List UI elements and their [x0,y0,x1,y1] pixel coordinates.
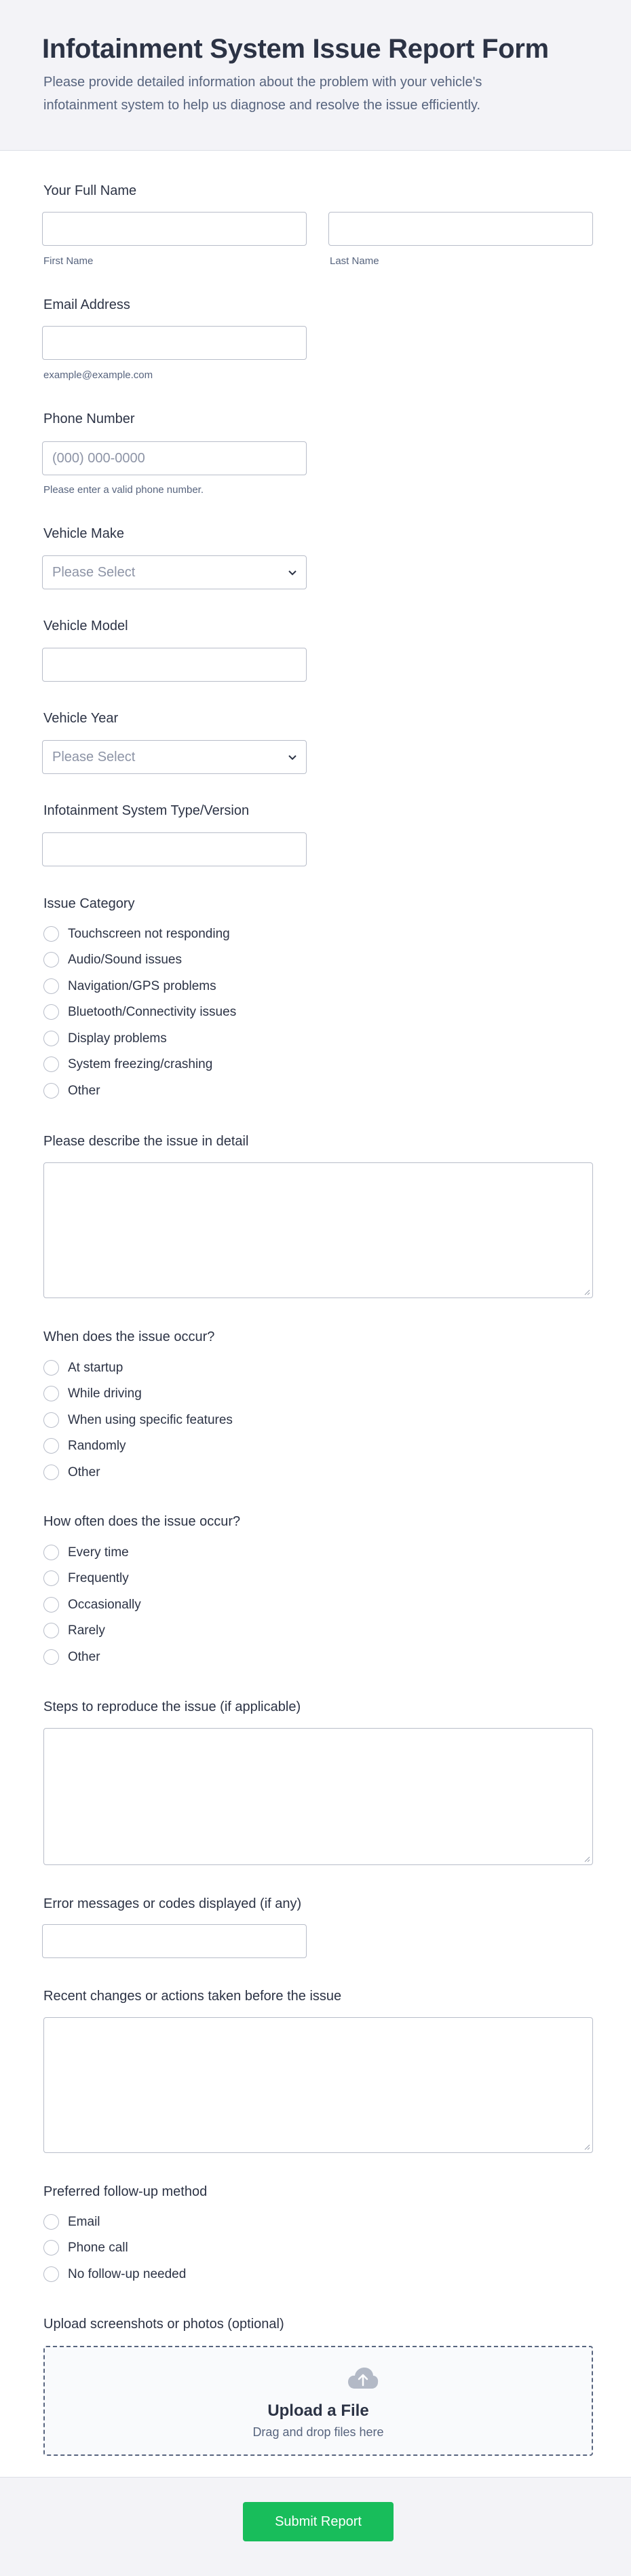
radio-button[interactable] [43,1056,59,1072]
resize-grip-icon[interactable] [582,1287,590,1295]
issue-detail-label: Please describe the issue in detail [43,1134,249,1149]
vehicle-make-select[interactable]: Please Select [42,555,307,589]
recent-changes-label: Recent changes or actions taken before the issue [43,1989,342,2004]
file-upload-dropzone[interactable] [43,2346,593,2456]
radio-button[interactable] [43,1083,59,1099]
upload-title: Upload a File [267,2402,369,2420]
resize-grip-icon[interactable] [582,2142,590,2150]
radio-button[interactable] [43,1597,59,1613]
last-name-sublabel: Last Name [330,255,379,267]
phone-label: Phone Number [43,411,135,426]
radio-button[interactable] [43,1004,59,1020]
vehicle-model-label: Vehicle Model [43,619,128,633]
radio-button[interactable] [43,2214,59,2230]
steps-textarea[interactable] [43,1728,593,1865]
issue-detail-textarea[interactable] [43,1162,593,1298]
submit-button[interactable]: Submit Report [243,2502,394,2541]
radio-button[interactable] [43,1545,59,1560]
how-often-label: How often does the issue occur? [43,1514,241,1529]
radio-button[interactable] [43,1623,59,1638]
radio-button[interactable] [43,2266,59,2282]
chevron-down-icon [287,752,298,762]
radio-button[interactable] [43,2240,59,2256]
full-name-label: Your Full Name [43,183,137,198]
email-sublabel: example@example.com [43,369,153,381]
error-codes-input[interactable] [42,1924,307,1958]
chevron-down-icon [287,567,298,578]
cloud-upload-icon [347,2366,379,2391]
radio-button[interactable] [43,1412,59,1428]
form-footer [0,2477,631,2576]
last-name-input[interactable] [328,212,593,246]
system-type-input[interactable] [42,832,307,866]
vehicle-year-label: Vehicle Year [43,711,119,726]
radio-button[interactable] [43,1649,59,1665]
error-codes-label: Error messages or codes displayed (if any) [43,1896,302,1911]
radio-button[interactable] [43,1570,59,1586]
steps-label: Steps to reproduce the issue (if applicable) [43,1699,301,1714]
email-input[interactable] [42,326,307,360]
form-description: Please provide detailed information about the problem with your vehicle's infotainment system to help us diagnose and resolve the issue efficiently. [43,75,482,113]
upload-hint: Drag and drop files here [252,2425,384,2439]
radio-button[interactable] [43,1465,59,1480]
radio-button[interactable] [43,978,59,994]
radio-button[interactable] [43,952,59,968]
radio-button[interactable] [43,1386,59,1401]
first-name-input[interactable] [42,212,307,246]
when-occur-label: When does the issue occur? [43,1329,215,1344]
radio-button[interactable] [43,1031,59,1046]
vehicle-year-select[interactable]: Please Select [42,740,307,774]
followup-label: Preferred follow-up method [43,2184,208,2199]
upload-label: Upload screenshots or photos (optional) [43,2317,284,2332]
radio-button[interactable] [43,1360,59,1376]
first-name-sublabel: First Name [43,255,94,267]
phone-input[interactable]: (000) 000-0000 [42,441,307,475]
issue-category-label: Issue Category [43,896,135,911]
phone-sublabel: Please enter a valid phone number. [43,484,204,496]
form-title: Infotainment System Issue Report Form [42,34,549,64]
vehicle-make-label: Vehicle Make [43,526,124,541]
radio-button[interactable] [43,1438,59,1454]
vehicle-model-input[interactable] [42,648,307,682]
radio-button[interactable] [43,926,59,942]
form-header [0,0,631,151]
email-label: Email Address [43,297,130,312]
form-page: Infotainment System Issue Report Form Please provide detailed information about the problem with your vehicle's infotainment system to help us diagnose and resolve the issue efficiently. Your Full Name First Name Last Name Email Address example@example.com Phone Number (000) 000-0000 Please enter a valid phone number. Vehicle Make Please Select Vehicle Model Vehicle Year Please Select Infotainment System Type/Version Issue Category Touchscreen not responding Audio/Sound issues Navigation/GPS problems Bluetooth/Connectivity issues Display problems System freezing/crashing Other Please describe the issue in detail When does the issue occur? At startup While driving When using specific features Randomly Other How often does the issue occur? Every time Frequently Occasionally Rarely Other Steps to reproduce the issue (if applicable) Error messages or codes displayed (if any) Recent changes or actions taken before the issue Preferred follow-up method Email Phone call No follow-up needed Upload screenshots or photos (optional) Upload a File Drag and drop files here Submit Report [0,0,631,2576]
recent-changes-textarea[interactable] [43,2017,593,2153]
system-type-label: Infotainment System Type/Version [43,803,250,818]
resize-grip-icon[interactable] [582,1854,590,1862]
